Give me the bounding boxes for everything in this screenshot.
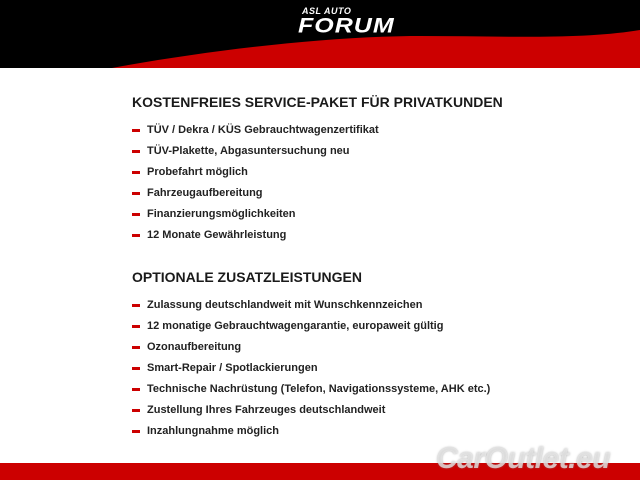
list-item-text: Probefahrt möglich [147, 166, 248, 178]
service-package-list [132, 120, 612, 246]
list-item [132, 358, 612, 379]
bullet-dash-icon [132, 171, 140, 174]
main-content [132, 94, 612, 437]
list-item [132, 120, 612, 141]
bullet-dash-icon [132, 388, 140, 391]
list-item-text: Technische Nachrüstung (Telefon, Navigationssysteme, AHK etc.) [147, 383, 491, 395]
asl-auto-forum-logo [298, 6, 398, 42]
list-item-text: TÜV / Dekra / KÜS Gebrauchtwagenzertifikat [147, 124, 379, 136]
list-item-text: 12 Monate Gewährleistung [147, 229, 287, 241]
watermark-text: CarOutlet.eu [436, 442, 611, 475]
list-item [132, 162, 612, 183]
optional-services-heading: OPTIONALE ZUSATZLEISTUNGEN [132, 269, 362, 285]
bullet-dash-icon [132, 129, 140, 132]
list-item-text: Zustellung Ihres Fahrzeuges deutschlandweit [147, 404, 386, 416]
page-header [0, 0, 640, 68]
service-package-heading: KOSTENFREIES SERVICE-PAKET FÜR PRIVATKUNDEN [132, 94, 503, 110]
optional-services-section [132, 269, 612, 442]
list-item-text: Finanzierungsmöglichkeiten [147, 208, 296, 220]
bullet-dash-icon [132, 234, 140, 237]
list-item [132, 183, 612, 204]
list-item [132, 225, 612, 246]
list-item [132, 400, 612, 421]
list-item [132, 421, 612, 442]
list-item-text: Fahrzeugaufbereitung [147, 187, 263, 199]
bullet-dash-icon [132, 346, 140, 349]
list-item-text: Inzahlungnahme möglich [147, 425, 280, 437]
list-item-text: Ozonaufbereitung [147, 341, 242, 353]
list-item [132, 295, 612, 316]
list-item [132, 141, 612, 162]
bullet-dash-icon [132, 367, 140, 370]
list-item-text: TÜV-Plakette, Abgasuntersuchung neu [147, 145, 350, 157]
optional-services-list [132, 295, 612, 442]
service-package-section [132, 94, 612, 246]
list-item [132, 316, 612, 337]
logo-top-text: ASL AUTO [302, 6, 352, 16]
list-item-text: 12 monatige Gebrauchtwagengarantie, europaweit gültig [147, 320, 444, 332]
bullet-dash-icon [132, 304, 140, 307]
list-item [132, 337, 612, 358]
bullet-dash-icon [132, 325, 140, 328]
list-item-text: Smart-Repair / Spotlackierungen [147, 362, 318, 374]
logo-main-text: FORUM [298, 14, 395, 38]
bullet-dash-icon [132, 430, 140, 433]
bullet-dash-icon [132, 192, 140, 195]
bullet-dash-icon [132, 150, 140, 153]
list-item [132, 204, 612, 225]
list-item-text: Zulassung deutschlandweit mit Wunschkennzeichen [147, 299, 423, 311]
bullet-dash-icon [132, 409, 140, 412]
bullet-dash-icon [132, 213, 140, 216]
list-item [132, 379, 612, 400]
